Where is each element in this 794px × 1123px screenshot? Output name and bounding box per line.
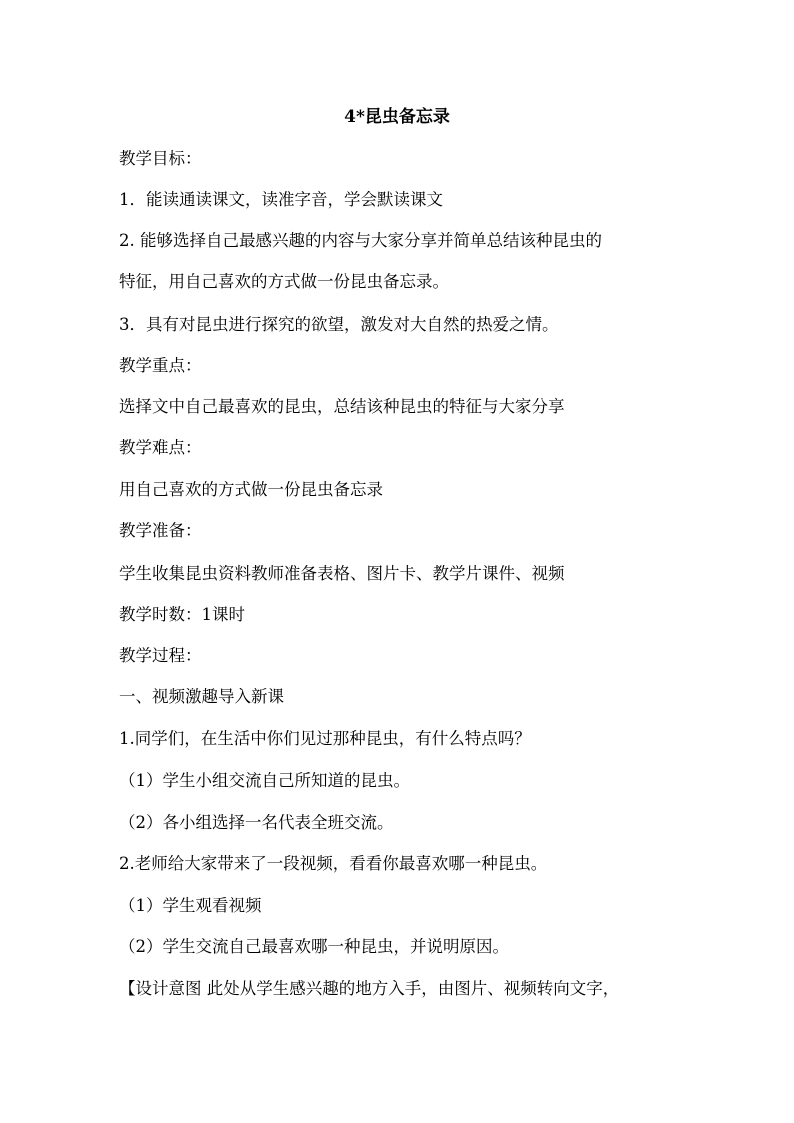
- section-one-heading: 一、视频激趣导入新课: [119, 687, 284, 706]
- heading-preparation: 教学准备：: [119, 521, 202, 540]
- preparation-text: 学生收集昆虫资料教师准备表格、图片卡、教学片课件、视频: [119, 564, 565, 583]
- step-2-sub-1: （1）学生观看视频: [119, 896, 262, 915]
- step-1: 1.同学们，在生活中你们见过那种昆虫，有什么特点吗？: [119, 729, 531, 748]
- step-1-sub-1: （1）学生小组交流自己所知道的昆虫。: [119, 771, 410, 790]
- goal-item-2-continued: 特征，用自己喜欢的方式做一份昆虫备忘录。: [119, 272, 449, 291]
- heading-key-points: 教学重点：: [119, 356, 202, 375]
- document-title: 4*昆虫备忘录: [344, 107, 450, 127]
- teaching-hours: 教学时数：1课时: [119, 605, 245, 624]
- goal-item-3: 3．具有对昆虫进行探究的欲望，激发对大自然的热爱之情。: [119, 315, 559, 334]
- goal-item-1: 1．能读通读课文，读准字音，学会默读课文: [119, 190, 443, 209]
- step-2-sub-2: （2）学生交流自己最喜欢哪一种昆虫，并说明原因。: [119, 937, 509, 956]
- difficulties-text: 用自己喜欢的方式做一份昆虫备忘录: [119, 480, 383, 499]
- heading-teaching-goals: 教学目标：: [119, 149, 202, 168]
- key-points-text: 选择文中自己最喜欢的昆虫，总结该种昆虫的特征与大家分享: [119, 397, 565, 416]
- goal-item-2: 2. 能够选择自己最感兴趣的内容与大家分享并简单总结该种昆虫的: [119, 231, 602, 250]
- design-intent: 【设计意图 此处从学生感兴趣的地方入手，由图片、视频转向文字，: [119, 979, 620, 998]
- heading-process: 教学过程：: [119, 646, 202, 665]
- heading-difficulties: 教学难点：: [119, 438, 202, 457]
- step-1-sub-2: （2）各小组选择一名代表全班交流。: [119, 813, 394, 832]
- step-2: 2.老师给大家带来了一段视频，看看你最喜欢哪一种昆虫。: [119, 854, 548, 873]
